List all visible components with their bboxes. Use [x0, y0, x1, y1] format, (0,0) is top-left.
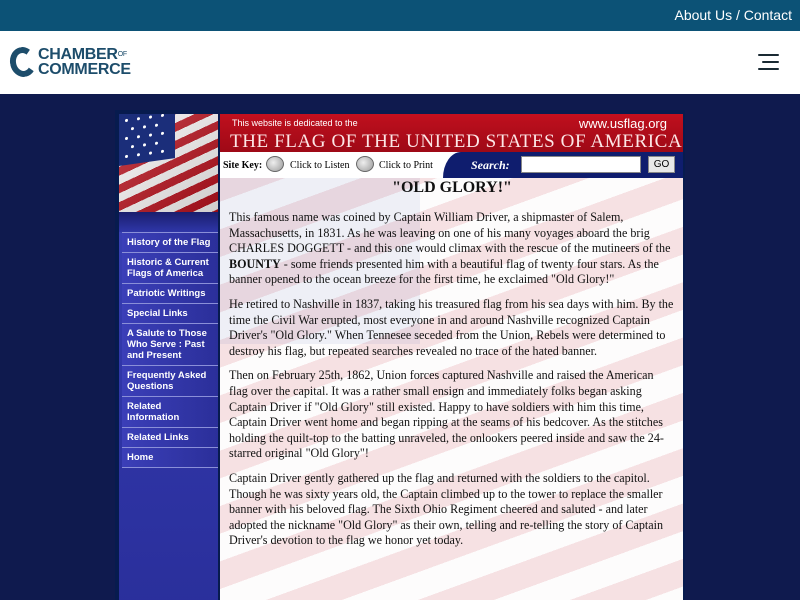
logo-line2: COMMERCE: [38, 61, 131, 78]
nav-menu: [122, 232, 218, 468]
banner-dedication: This website is dedicated to the: [232, 118, 358, 128]
search-input[interactable]: [521, 156, 641, 173]
nav-header-strip: [119, 212, 218, 232]
top-bar: [0, 0, 800, 31]
left-navigation: [119, 212, 218, 600]
nav-item-related-links[interactable]: Related Links: [122, 428, 218, 448]
chamber-logo[interactable]: [10, 45, 131, 79]
site-key-label: Site Key:: [223, 160, 263, 171]
flag-canton: [119, 114, 175, 166]
logo-c-icon: [8, 45, 39, 79]
content-area: [220, 114, 683, 600]
printer-icon[interactable]: [356, 156, 374, 172]
search-label: Search:: [471, 158, 510, 172]
nav-item-historic-current-flags[interactable]: Historic & Current Flags of America: [122, 253, 218, 284]
nav-item-salute[interactable]: A Salute to Those Who Serve : Past and Present: [122, 324, 218, 366]
article: [229, 179, 675, 558]
article-paragraph-4: Captain Driver gently gathered up the flag and returned with the soldiers to the capitol. Though he was sixty years old, the Captain climbed up to the tower to replace the smaller banner with his beloved flag. The Sixth Ohio Regiment cheered and saluted - and later adopted the nickname "Old Glory" as their own, telling and re-telling the story of Captain Driver's devotion to the flag we honor yet today.: [229, 470, 664, 548]
bounty-bold: BOUNTY: [229, 256, 281, 271]
nav-item-history-of-flag[interactable]: History of the Flag: [122, 232, 218, 253]
article-paragraph-3: Then on February 25th, 1862, Union forces captured Nashville and raised the American flag over the capital. It was a rather small ensign and immediately folks began asking Captain Driver if "Old Glory" still existed. Happy to have soldiers with him this time, Captain Driver went home and began ripping at the seams of his bedcover. As the stitches holding the quilt-top to the batting unraveled, the onlookers peered inside and saw the 24-starred original "Old Glory"!: [229, 368, 664, 461]
hamburger-menu-icon[interactable]: [758, 54, 779, 70]
nav-item-faq[interactable]: Frequently Asked Questions: [122, 366, 218, 397]
article-title: "OLD GLORY!": [392, 179, 512, 196]
nav-item-related-information[interactable]: Related Information: [122, 397, 218, 428]
article-paragraph-2: He retired to Nashville in 1837, taking his treasured flag from his sea days with him. By the time the Civil War erupted, most everyone in and around Nashville recognized Captain Driver's "Old Glory." When Tennesee seceded from the Union, Rebels were determined to destroy his flag, but repeated searches revealed no trace of the hated banner.: [229, 296, 674, 358]
logo-line1: CHAMBER: [38, 46, 118, 63]
site-banner: [220, 114, 683, 152]
nav-item-home[interactable]: Home: [122, 448, 218, 468]
embedded-page-frame: [115, 110, 685, 600]
logo-of: OF: [117, 51, 127, 58]
waving-flag-image: [119, 114, 218, 212]
about-contact-link[interactable]: About Us / Contact: [674, 7, 792, 23]
search-go-button[interactable]: GO: [648, 156, 675, 173]
site-header: [0, 31, 800, 94]
print-link[interactable]: Click to Print: [379, 160, 433, 171]
banner-title: THE FLAG OF THE UNITED STATES OF AMERICA: [230, 131, 683, 152]
nav-item-special-links[interactable]: Special Links: [122, 304, 218, 324]
logo-text: [38, 47, 131, 77]
nav-item-patriotic-writings[interactable]: Patriotic Writings: [122, 284, 218, 304]
search-panel: [443, 152, 683, 178]
site-toolbar: [220, 152, 683, 178]
article-paragraph-1: This famous name was coined by Captain William Driver, a shipmaster of Salem, Massachusetts, in 1831. As he was leaving on one of his many voyages aboard the brig CHARLES DOGGETT - and this one would climax with the rescue of the mutineers of the BOUNTY - some friends presented him with a beautiful flag of twenty four stars. As the banner opened to the ocean breeze for the first time, he exclaimed "Old Glory!": [229, 210, 671, 287]
speaker-icon[interactable]: [266, 156, 284, 172]
banner-url: www.usflag.org: [578, 116, 667, 131]
listen-link[interactable]: Click to Listen: [290, 160, 350, 171]
